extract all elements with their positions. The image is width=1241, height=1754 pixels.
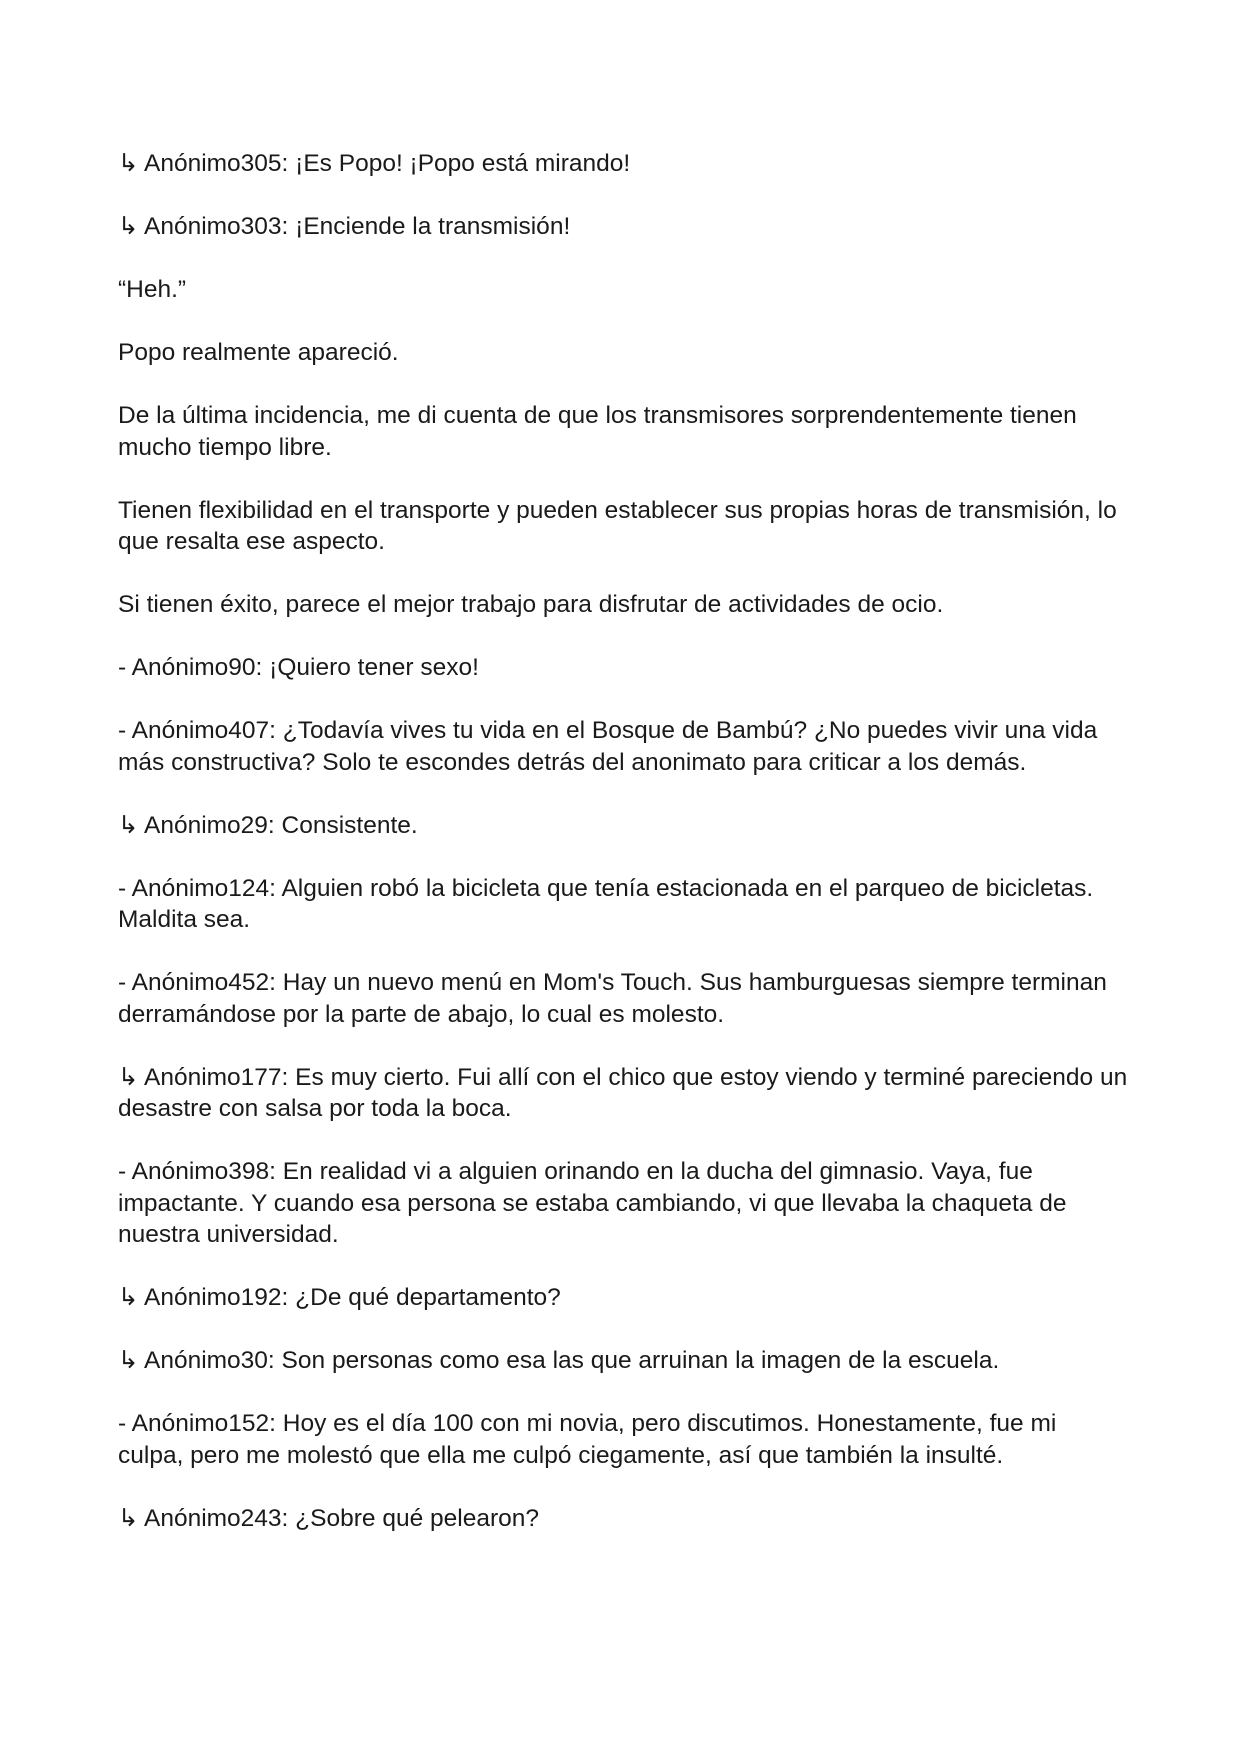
document-body bbox=[118, 148, 1128, 1566]
narration-paragraph: Popo realmente apareció. bbox=[118, 339, 399, 366]
narration-paragraph: Si tienen éxito, parece el mejor trabajo para disfrutar de actividades de ocio. bbox=[118, 591, 944, 618]
narration-paragraph: Tienen flexibilidad en el transporte y pueden establecer sus propias horas de transmisión, lo que resalta ese aspecto. bbox=[118, 496, 1117, 555]
reply-comment: ↳ Anónimo243: ¿Sobre qué pelearon? bbox=[118, 1504, 539, 1532]
reply-comment: ↳ Anónimo177: Es muy cierto. Fui allí con el chico que estoy viendo y terminé pareciendo un desastre con salsa por toda la boca. bbox=[118, 1063, 1128, 1122]
post-comment: - Anónimo124: Alguien robó la bicicleta que tenía estacionada en el parqueo de bicicletas. Maldita sea. bbox=[118, 874, 1094, 933]
post-comment: - Anónimo90: ¡Quiero tener sexo! bbox=[118, 654, 479, 681]
post-comment: - Anónimo452: Hay un nuevo menú en Mom's Touch. Sus hamburguesas siempre terminan derramándose por la parte de abajo, lo cual es molesto. bbox=[118, 969, 1107, 1028]
narration-paragraph: “Heh.” bbox=[118, 276, 187, 303]
reply-comment: ↳ Anónimo305: ¡Es Popo! ¡Popo está mirando! bbox=[118, 150, 631, 177]
narration-paragraph: De la última incidencia, me di cuenta de que los transmisores sorprendentemente tienen mucho tiempo libre. bbox=[118, 402, 1077, 461]
reply-comment: ↳ Anónimo192: ¿De qué departamento? bbox=[118, 1284, 561, 1311]
post-comment: - Anónimo152: Hoy es el día 100 con mi novia, pero discutimos. Honestamente, fue mi culpa, pero me molestó que ella me culpó ciegamente, así que también la insulté. bbox=[118, 1410, 1057, 1469]
reply-comment: ↳ Anónimo303: ¡Enciende la transmisión! bbox=[118, 213, 571, 240]
post-comment: - Anónimo407: ¿Todavía vives tu vida en el Bosque de Bambú? ¿No puedes vivir una vida más constructiva? Solo te escondes detrás del anonimato para criticar a los demás. bbox=[118, 717, 1098, 776]
reply-comment: ↳ Anónimo29: Consistente. bbox=[118, 811, 418, 839]
post-comment: - Anónimo398: En realidad vi a alguien orinando en la ducha del gimnasio. Vaya, fue impactante. Y cuando esa persona se estaba cambiando, vi que llevaba la chaqueta de nuestra universidad. bbox=[118, 1158, 1067, 1248]
reply-comment: ↳ Anónimo30: Son personas como esa las que arruinan la imagen de la escuela. bbox=[118, 1347, 1000, 1374]
